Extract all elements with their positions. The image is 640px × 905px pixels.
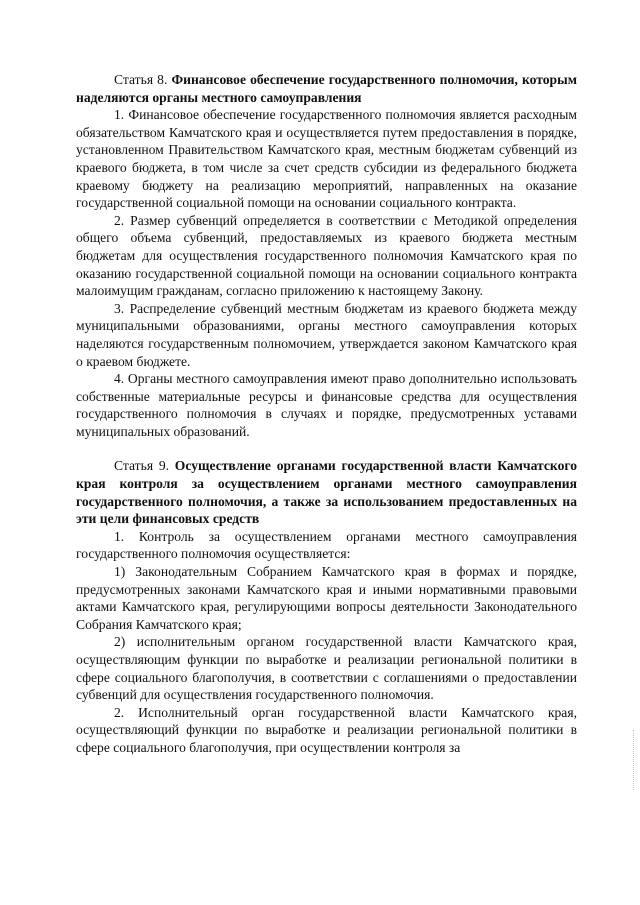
article-8-title: Финансовое обеспечение государственного полномочия, которым наделяются органы местного самоуправления [76,72,577,105]
article-8-paragraph-4: 4. Органы местного самоуправления имеют право дополнительно использовать собственные материальные ресурсы и финансовые средства для осуществления государственного полномочия в случаях и порядке, предусмотренных уставами муниципальных образований. [76,371,577,439]
article-8-heading [76,71,577,106]
section-gap [76,440,577,457]
article-8-paragraph-2: 2. Размер субвенций определяется в соответствии с Методикой определения общего объема субвенций, предоставляемых из краевого бюджета местным бюджетам для осуществления государственного полномочия Камчатского края по оказанию государственной социальной помощи на основании социального контракта малоимущим гражданам, согласно приложению к настоящему Закону. [76,212,577,299]
scan-edge-mark [633,730,636,790]
article-9-paragraph-3: 2) исполнительным органом государственной власти Камчатского края, осуществляющим функции по выработке и реализации региональной политики в сфере социального благополучия, в соответствии с соглашениями о предоставлении субвенций для осуществления государственного полномочия. [76,634,577,703]
document-body [76,71,577,757]
article-8-paragraph-3: 3. Распределение субвенций местным бюджетам из краевого бюджета между муниципальными образованиями, органы местного самоуправления которых наделяются государственным полномочием, утверждается законом Камчатского края о краевом бюджете. [76,300,577,369]
article-9-paragraph-1: 1. Контроль за осуществлением органами местного самоуправления государственного полномочия осуществляется: [76,528,577,562]
article-9-title: Осуществление органами государственной власти Камчатского края контроля за осуществлением органами местного самоуправления государственного полномочия, а также за использованием предоставленных на эти цели финансовых средств [76,458,577,527]
article-9-label: Статья 9. [114,458,175,474]
article-8-paragraph-1: 1. Финансовое обеспечение государственного полномочия является расходным обязательством Камчатского края и осуществляется путем предоставления в порядке, установленном Правительством Камчатского края, местным бюджетам субвенций из краевого бюджета, в том числе за счет средств субсидии из федерального бюджета краевому бюджету на реализацию мероприятий, направленных на оказание государственной социальной помощи на основании социального контракта. [76,107,577,211]
article-9-heading [76,457,577,527]
article-9-paragraph-4: 2. Исполнительный орган государственной власти Камчатского края, осуществляющий функции по выработке и реализации региональной политики в сфере социального благополучия, при осуществлении контроля за [76,704,577,755]
article-8-label: Статья 8. [114,72,172,87]
article-9-paragraph-2: 1) Законодательным Собранием Камчатского края в формах и порядке, предусмотренных законами Камчатского края и иными нормативными правовыми актами Камчатского края, регулирующими вопросы деятельности Законодательного Собрания Камчатского края; [76,564,577,632]
